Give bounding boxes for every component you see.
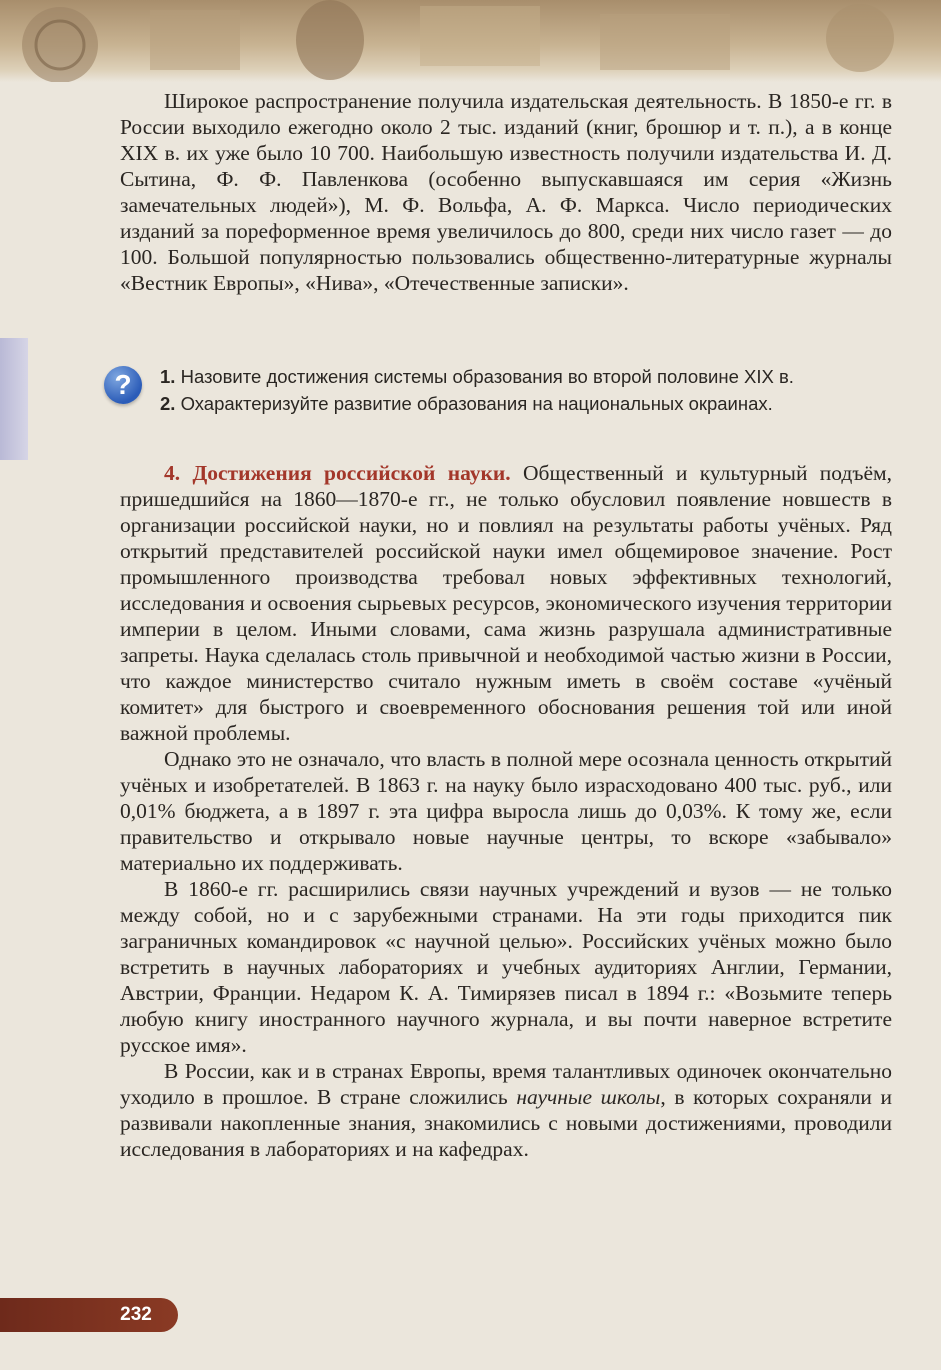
paragraph-ties: В 1860-е гг. расширились связи научных учреждений и вузов — не только между собой, но и с зарубежными странами. На эти годы приходится пик заграничных командировок «с научной целью». Российских учёных можно было встретить в научных лабораториях и учебных аудиториях Англии, Германии, Австрии, Франции. Недаром К. А. Тимирязев писал в 1894 г.: «Возьмите теперь любую книгу иностранного научного журнала, и вы почти наверное встретите русское имя». [120,877,892,1057]
section-science [120,460,892,1162]
question-item: 1. Назовите достижения системы образования во второй половине XIX в. [160,366,794,387]
term-scientific-schools: научные школы [516,1085,661,1109]
section-heading: 4. Достижения российской науки. [164,461,511,485]
paragraph-publishing: Широкое распространение получила издательская деятельность. В 1850-е гг. в России выходило ежегодно около 2 тыс. изданий (книг, брошюр и т. п.), а в конце XIX в. их уже было 10 700. Наибольшую известность получили издательства И. Д. Сытина, Ф. Ф. Павленкова (особенно выпускавшаяся им серия «Жизнь замечательных людей»), М. Ф. Вольфа, А. Ф. Маркса. Число периодических изданий за пореформенное время увеличилось до 800, среди них число газет — до 100. Большой популярностью пользовались общественно-литературные журналы «Вестник Европы», «Нива», «Отечественные записки». [120,89,892,295]
page-number: 232 [120,1304,152,1325]
review-questions [160,364,900,416]
section-intro: 4. Достижения российской науки. Общественный и культурный подъём, пришедшийся на 1860—1870-е гг., не только обусловил появление новшеств в организации российской науки, но и повлиял на результаты работы учёных. Ряд открытий представителей российской науки имел общемировое значение. Рост промышленного производства требовал новых эффективных технологий, исследования и освоения сырьевых ресурсов, экономического изучения территории империи в целом. Иными словами, сама жизнь разрушала административные запреты. Наука сделалась столь привычной и необходимой частью жизни в России, что каждое министерство считало нужным иметь в своём составе «учёный комитет» для быстрого и своевременного обоснования решения той или иной важной проблемы. [120,461,893,745]
side-tab [0,338,28,460]
header-illustration [0,0,941,82]
question-item: 2. Охарактеризуйте развитие образования на национальных окраинах. [160,393,773,414]
paragraph-funding: Однако это не означало, что власть в полной мере осознала ценность открытий учёных и изобретателей. В 1863 г. на науку было израсходовано 400 тыс. руб., или 0,01% бюджета, а в 1897 г. эта цифра выросла лишь до 0,03%. К тому же, если правительство и открывало новые научные центры, то вскоре «забывало» материально их поддерживать. [120,747,892,875]
paragraph-schools: В России, как и в странах Европы, время талантливых одиночек окончательно уходило в прошлое. В стране сложились научные школы, в которых сохраняли и развивали накопленные знания, знакомились с новыми достижениями, проводили исследования в лабораториях и на кафедрах. [120,1059,893,1161]
question-mark-icon: ? [104,366,142,404]
